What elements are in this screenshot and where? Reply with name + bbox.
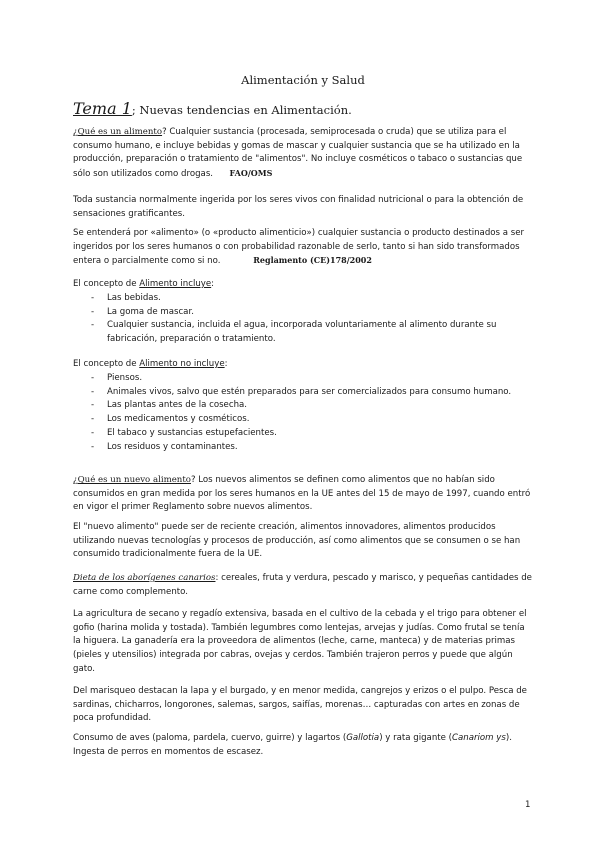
source-citation: FAO/OMS (229, 168, 273, 179)
text-segment: Consumo de aves (paloma, pardela, cuervo, guirre) y lagartos ( (73, 733, 347, 743)
page-number: 1 (525, 800, 531, 810)
paragraph-nuevo-alimento-detalle: El "nuevo alimento" puede ser de reciente creación, alimentos innovadores, alimentos producidos utilizando nuevas tecnologías y procesos de producción, así como alimentos que se consumen o se han consumido tradicionalmente fuera de la UE. (73, 522, 521, 560)
intro-text: El concepto de (73, 279, 140, 289)
paragraph-text: Se entenderá por «alimento» (o «producto alimenticio») cualquier sustancia o producto destinados a ser ingeridos por los seres humanos o con probabilidad razonable de serlo, tanto si han sido transformados entera o parcialmente como si no. (73, 228, 525, 267)
list-item: - El tabaco y sustancias estupefacientes. (91, 427, 277, 438)
species-gallotia: Gallotia (346, 733, 380, 743)
paragraph-nuevo-alimento (73, 474, 533, 515)
list-item: - Piensos. (91, 373, 143, 383)
document-title: Alimentación y Salud (241, 73, 365, 87)
tema-label: Tema 1 (73, 99, 132, 118)
incluye-intro (73, 278, 533, 292)
list-item: - Los medicamentos y cosméticos. (91, 414, 250, 425)
section-heading (73, 99, 352, 118)
paragraph-dieta-aborigenes (73, 572, 533, 599)
paragraph-marisqueo: Del marisqueo destacan la lapa y el burgado, y en menor medida, cangrejos y erizos o el pulpo. Pesca de sardinas, chicharros, longorones, salemas, sargos, saifías, morenas… capturadas con artes en zonas de poca profundidad. (73, 686, 527, 724)
tema-subtitle: ; Nuevas tendencias en Alimentación. (131, 103, 352, 117)
list-item: - Las plantas antes de la cosecha. (91, 400, 248, 411)
paragraph-que-es-alimento (73, 126, 533, 182)
text-segment: ). Ingesta de perros en momentos de escasez. (73, 733, 512, 757)
no-incluye-term: Alimento no incluye (139, 359, 225, 369)
source-citation: Reglamento (CE)178/2002 (253, 255, 372, 266)
question-label: ¿Qué es un alimento (73, 127, 163, 137)
list-item: - Las bebidas. (91, 293, 161, 303)
list-item: - La goma de mascar. (91, 306, 194, 317)
paragraph-definicion: Toda sustancia normalmente ingerida por los seres vivos con finalidad nutricional o para la obtención de sensaciones gratificantes. (73, 195, 524, 219)
species-canariomys: Canariom ys (452, 733, 506, 743)
list-item: - Los residuos y contaminantes. (91, 441, 238, 452)
paragraph-text: ? Los nuevos alimentos se definen como alimentos que no habían sido consumidos en gran medida por los seres humanos en la UE antes del 15 de mayo de 1997, cuando entró en vigor el primer Reglamento sobre nuevos alimentos. (73, 475, 531, 513)
paragraph-text: : cereales, fruta y verdura, pescado y marisco, y pequeñas cantidades de carne como complemento. (73, 573, 532, 597)
colon: : (224, 359, 228, 369)
dieta-term: Dieta de los aborígenes canarios (73, 573, 216, 583)
list-item: - Cualquier sustancia, incluida el agua, incorporada voluntariamente al alimento durante su fabricación, preparación o tratamiento. (91, 320, 497, 345)
intro-text: El concepto de (73, 359, 140, 369)
paragraph-text: ? Cualquier sustancia (procesada, semiprocesada o cruda) que se utiliza para el consumo humano, e incluye bebidas y gomas de mascar y cualquier sustancia que se ha utilizado en la producción, preparación o tratamiento de "alimentos". No incluye cosméticos o tabaco o sustancias que sólo son utilizados como drogas. (73, 127, 523, 180)
paragraph-reglamento (73, 227, 533, 269)
incluye-term: Alimento incluye (139, 279, 212, 289)
no-incluye-intro (73, 358, 533, 372)
paragraph-agricultura: La agricultura de secano y regadío extensiva, basada en el cultivo de la cebada y el trigo para obtener el gofio (harina molida y tostada). También legumbres como lentejas, arvejas y judías. Como frutal se tenía la higuera. La ganadería era la proveedora de alimentos (leche, carne, manteca) y de materias primas (pieles y utensilios) integrada por cabras, ovejas y cerdos. También trajeron perros y puede que algún gato. (73, 609, 527, 674)
question-label: ¿Qué es un nuevo alimento (73, 475, 191, 485)
text-segment: ) y rata gigante ( (379, 733, 453, 743)
incluye-list (91, 292, 533, 347)
paragraph-aves (73, 732, 533, 759)
no-incluye-list (91, 372, 533, 454)
list-item: - Animales vivos, salvo que estén preparados para ser comercializados para consumo humano. (91, 386, 512, 397)
colon: : (211, 279, 215, 289)
